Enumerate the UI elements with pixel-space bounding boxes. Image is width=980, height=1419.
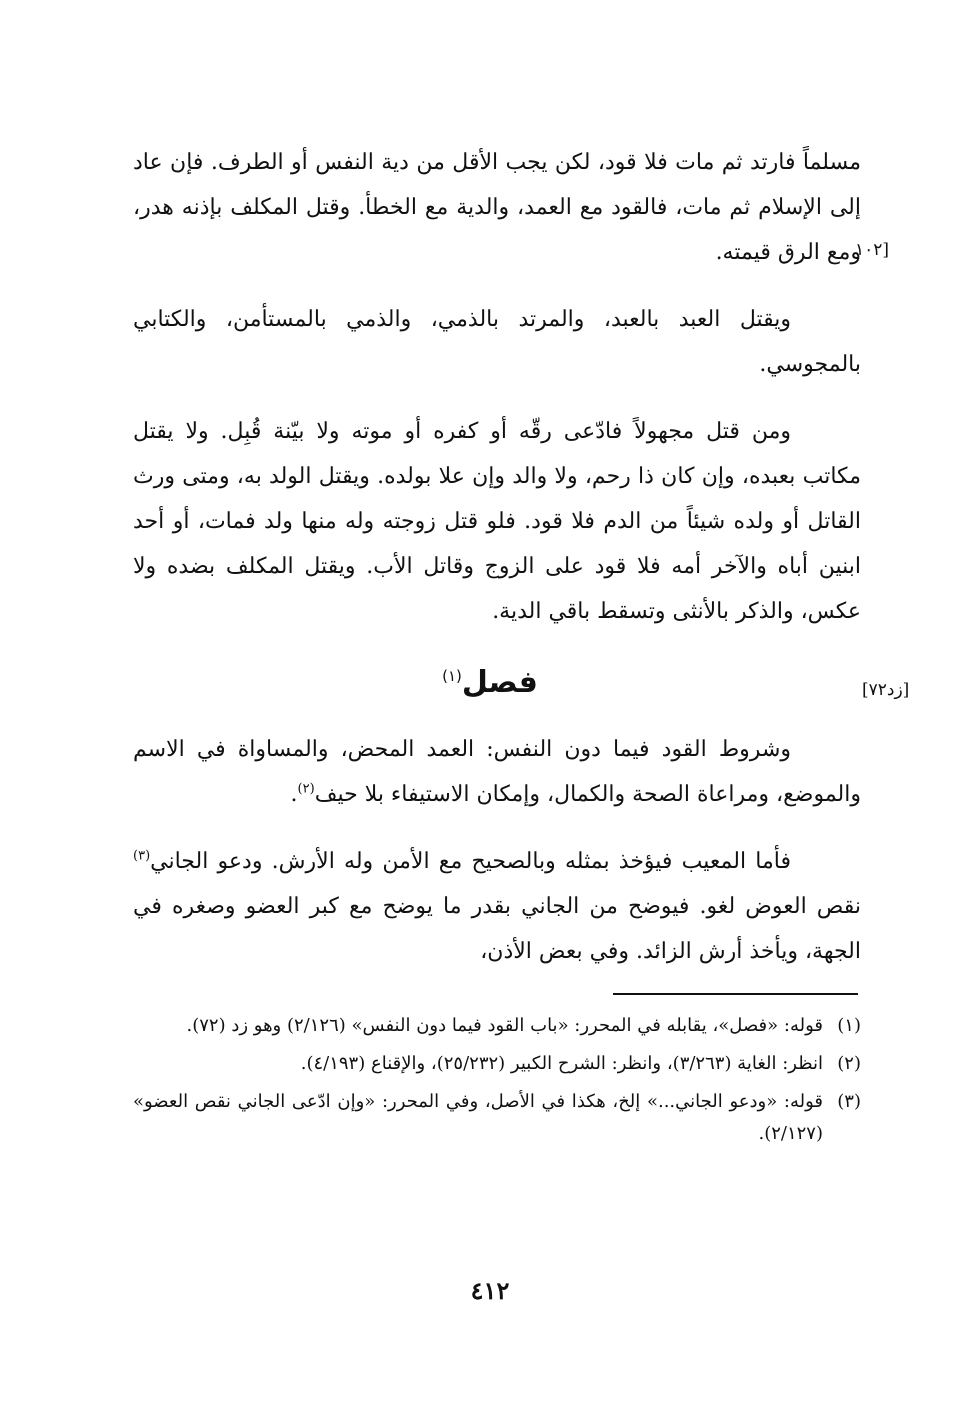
- section-heading: [0, 665, 980, 700]
- section-paragraph-1-text: وشروط القود فيما دون النفس: العمد المحض، والمساواة في الاسم والموضع، ومراعاة الصحة والكمال، وإمكان الاستيفاء بلا حيف: [133, 737, 861, 807]
- page-number: ٤١٢: [470, 1276, 510, 1305]
- footnote-2: [133, 1048, 861, 1080]
- paragraph-3: ومن قتل مجهولاً فادّعى رقّه أو كفره أو موته ولا بيّنة قُبِل. ولا يقتل مكاتب بعبده، وإن كان ذا رحم، ولا والد وإن علا بولده. ويقتل الولد به، ومتى ورث القاتل أو ولده شيئاً من الدم فلا قود. فلو قتل زوجته وله منها ولد فمات، أو أحد ابنين أباه والآخر أمه فلا قود على الزوج وقاتل الأب. ويقتل المكلف بضده ولا عكس، والذكر بالأنثى وتسقط باقي الدية.: [133, 419, 861, 624]
- main-text-section: [133, 727, 861, 974]
- footnote-text: انظر: الغاية (٣/٢٦٣)، وانظر: الشرح الكبير (٢٥/٢٣٢)، والإقناع (٤/١٩٣).: [300, 1053, 823, 1074]
- main-text-top: [133, 140, 861, 634]
- section-paragraph-1-end: .: [290, 782, 298, 807]
- paragraph-1: مسلماً فارتد ثم مات فلا قود، لكن يجب الأقل من دية النفس أو الطرف. فإن عاد إلى الإسلام ثم مات، فالقود مع العمد، والدية مع الخطأ. وقتل المكلف بإذنه هدر، ومع الرق قيمته.: [133, 150, 861, 265]
- footnotes: [133, 1010, 861, 1156]
- footnote-number: (٣): [837, 1091, 861, 1112]
- heading-footnote-ref: (١): [442, 667, 462, 685]
- section-heading-title: فصل: [461, 665, 538, 700]
- footnote-3: [133, 1086, 861, 1150]
- footnote-1: [133, 1010, 861, 1042]
- margin-note-page-ref: [١٠٢: [855, 240, 890, 260]
- footnote-ref-3: (٣): [133, 848, 151, 864]
- footnote-number: (١): [837, 1015, 861, 1036]
- paragraph-2: ويقتل العبد بالعبد، والمرتد بالذمي، والذمي بالمستأمن، والكتابي بالمجوسي.: [133, 307, 861, 377]
- section-paragraph-2-text-b: نقص العوض لغو. فيوضح من الجاني بقدر ما يوضح مع كبر العضو وصغره في الجهة، ويأخذ أرش الزائد. وفي بعض الأذن،: [133, 894, 861, 964]
- footnote-number: (٢): [837, 1053, 861, 1074]
- section-paragraph-1: [133, 727, 861, 817]
- footnote-text: قوله: «فصل»، يقابله في المحرر: «باب القود فيما دون النفس» (٢/١٢٦) وهو زد (٧٢).: [186, 1015, 823, 1036]
- section-paragraph-2-text-a: فأما المعيب فيؤخذ بمثله وبالصحيح مع الأمن وله الأرش. ودعو الجاني: [150, 849, 791, 874]
- footnote-ref-2: (٢): [297, 781, 315, 797]
- footnote-text: قوله: «ودعو الجاني...» إلخ، هكذا في الأصل، وفي المحرر: «وإن ادّعى الجاني نقص العضو» (٢/١٢٧).: [133, 1091, 823, 1144]
- margin-note-zd: [زد٧٢]: [862, 680, 910, 700]
- footnote-separator: [613, 993, 858, 995]
- section-paragraph-2: [133, 839, 861, 974]
